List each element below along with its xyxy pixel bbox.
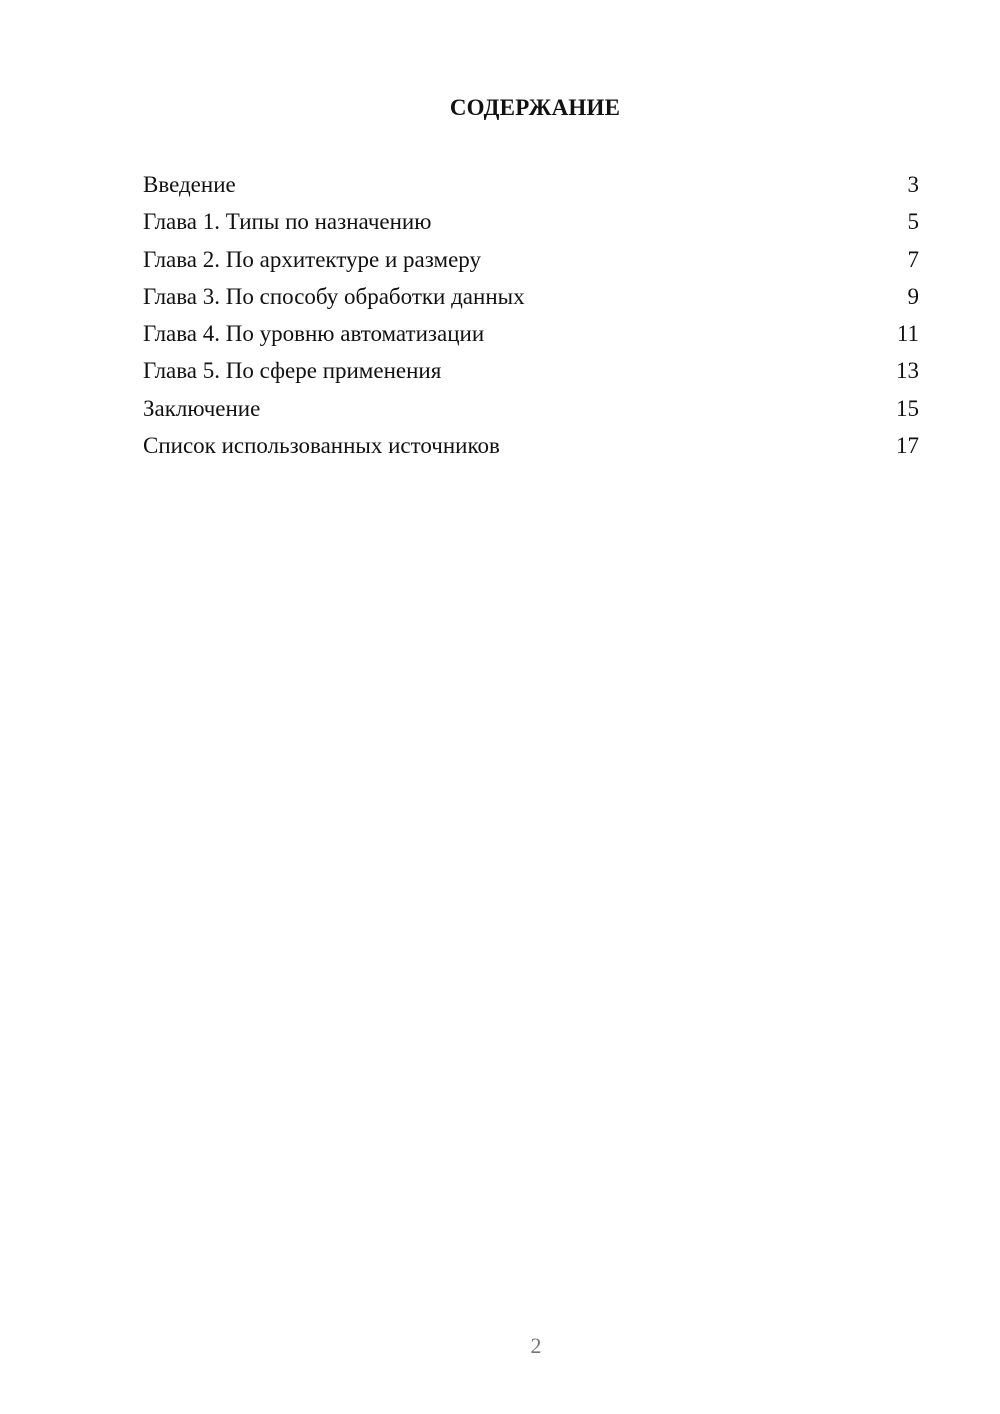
- toc-entry: [143, 431, 919, 468]
- table-of-contents: [143, 170, 919, 468]
- toc-entry: [143, 170, 919, 207]
- toc-entry-label: Глава 4. По уровню автоматизации: [143, 321, 485, 347]
- toc-entry-page: 17: [896, 433, 919, 459]
- toc-entry: [143, 356, 919, 393]
- toc-entry-label: Глава 5. По сфере применения: [143, 358, 442, 384]
- toc-entry-page: 13: [896, 358, 919, 384]
- toc-entry: [143, 394, 919, 431]
- page-title: СОДЕРЖАНИЕ: [449, 95, 621, 120]
- toc-entry: [143, 282, 919, 319]
- toc-entry: [143, 319, 919, 356]
- toc-entry-label: Введение: [143, 172, 236, 197]
- toc-entry-label: Заключение: [143, 395, 261, 421]
- toc-entry-page: 11: [896, 321, 919, 347]
- page-number: 2: [530, 1333, 542, 1358]
- toc-entry: [143, 207, 919, 244]
- toc-entry-label: Список использованных источников: [143, 433, 500, 459]
- toc-entry-label: Глава 1. Типы по назначению: [143, 209, 432, 235]
- toc-entry-page: 7: [907, 246, 919, 272]
- toc-entry: [143, 245, 919, 282]
- toc-entry-page: 15: [896, 395, 919, 421]
- toc-entry-page: 3: [907, 172, 919, 197]
- toc-entry-label: Глава 3. По способу обработки данных: [143, 283, 525, 309]
- toc-entry-label: Глава 2. По архитектуре и размеру: [143, 246, 481, 272]
- toc-entry-page: 5: [907, 209, 919, 235]
- toc-entry-page: 9: [907, 283, 919, 309]
